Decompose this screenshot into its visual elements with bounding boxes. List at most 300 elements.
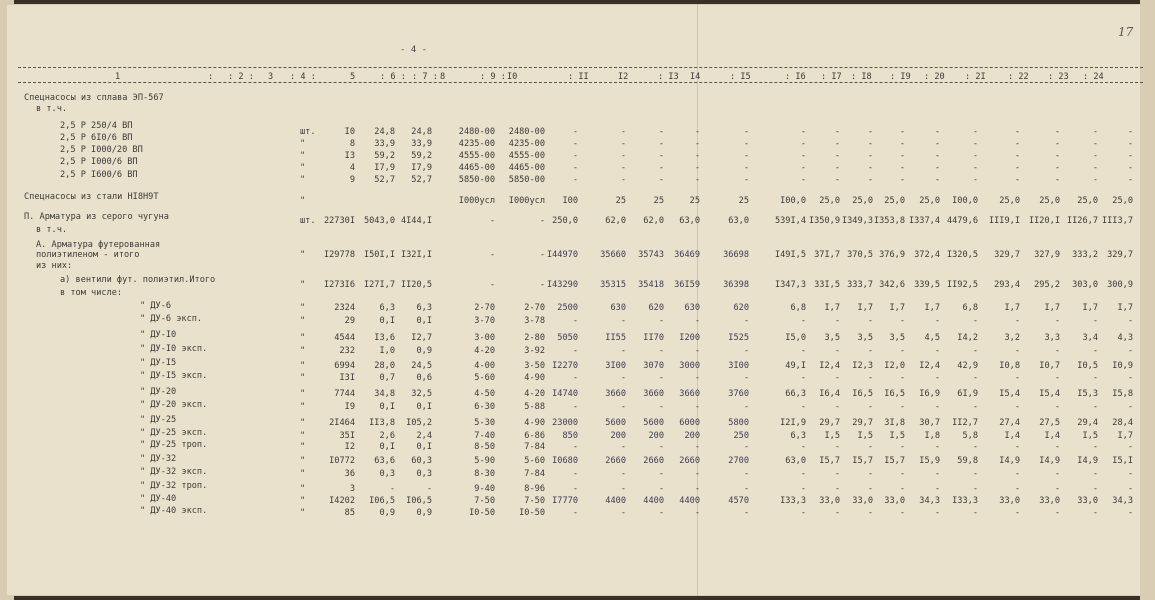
- column-header-6: 5: [350, 72, 356, 82]
- table-cell: III9,I: [988, 216, 1020, 226]
- unit-cell: ": [300, 303, 306, 313]
- table-cell: 22730I: [323, 216, 355, 226]
- table-cell: I320,5: [946, 250, 978, 260]
- table-cell: I,7: [1004, 303, 1020, 313]
- table-cell: -: [1014, 127, 1020, 137]
- table-cell: I347,3: [774, 280, 806, 290]
- table-cell: 29: [344, 316, 355, 326]
- table-cell: -: [972, 484, 978, 494]
- column-header-5: : 4 :: [290, 72, 316, 82]
- table-cell: -: [800, 373, 806, 383]
- table-cell: 52,7: [374, 175, 395, 185]
- table-cell: -: [800, 442, 806, 452]
- table-cell: I0,9: [1112, 361, 1133, 371]
- column-header-14: : I3: [658, 72, 679, 82]
- table-cell: -: [572, 175, 578, 185]
- table-cell: I00,0: [780, 196, 806, 206]
- table-cell: I3: [344, 151, 355, 161]
- table-cell: -: [800, 139, 806, 149]
- table-cell: 5600: [643, 418, 664, 428]
- table-cell: -: [1054, 346, 1060, 356]
- unit-cell: ": [300, 151, 306, 161]
- table-cell: 2660: [643, 456, 664, 466]
- table-cell: -: [934, 373, 940, 383]
- row-label: " ДУ-20 эксп.: [140, 400, 208, 410]
- table-cell: -: [658, 484, 664, 494]
- table-cell: I5,4: [999, 389, 1020, 399]
- column-header-2: :: [208, 72, 214, 82]
- table-cell: -: [867, 373, 873, 383]
- table-cell: -: [1054, 139, 1060, 149]
- table-cell: I6,9: [919, 389, 940, 399]
- table-cell: I06,5: [406, 496, 432, 506]
- unit-cell: ": [300, 373, 306, 383]
- table-cell: 0,9: [416, 508, 432, 518]
- table-cell: -: [1092, 469, 1098, 479]
- row-label: " ДУ-I0: [140, 330, 177, 340]
- table-cell: -: [694, 469, 700, 479]
- table-cell: -: [972, 127, 978, 137]
- table-cell: 0,I: [379, 402, 395, 412]
- table-cell: -: [972, 469, 978, 479]
- table-cell: I5,4: [1039, 389, 1060, 399]
- unit-cell: ": [300, 431, 306, 441]
- table-cell: I2,3: [852, 361, 873, 371]
- table-cell: 5-60: [524, 456, 545, 466]
- table-cell: 36469: [674, 250, 700, 260]
- table-cell: 34,8: [374, 389, 395, 399]
- table-cell: -: [539, 250, 545, 260]
- table-cell: I0,8: [999, 361, 1020, 371]
- table-cell: -: [694, 163, 700, 173]
- table-cell: 5-60: [474, 373, 495, 383]
- table-cell: -: [658, 508, 664, 518]
- table-cell: 5-88: [524, 402, 545, 412]
- table-cell: -: [658, 373, 664, 383]
- table-cell: 24,8: [411, 127, 432, 137]
- table-cell: 3660: [605, 389, 626, 399]
- table-cell: I337,4: [908, 216, 940, 226]
- table-cell: I0772: [329, 456, 355, 466]
- table-cell: 5050: [557, 333, 578, 343]
- table-cell: 34,3: [919, 496, 940, 506]
- table-cell: 4555-00: [458, 151, 495, 161]
- row-label: 2,5 Р 6I0/6 ВП: [60, 133, 133, 143]
- table-cell: 303,0: [1072, 280, 1098, 290]
- table-cell: 333,7: [847, 280, 873, 290]
- table-cell: 339,5: [914, 280, 940, 290]
- table-cell: -: [972, 373, 978, 383]
- table-cell: -: [899, 373, 905, 383]
- unit-cell: ": [300, 333, 306, 343]
- table-cell: 29,7: [819, 418, 840, 428]
- table-cell: -: [1092, 316, 1098, 326]
- table-cell: I000усл: [508, 196, 545, 206]
- table-cell: I,7: [924, 303, 940, 313]
- table-cell: II92,5: [946, 280, 978, 290]
- table-cell: -: [934, 139, 940, 149]
- table-cell: 3-78: [524, 316, 545, 326]
- table-cell: 370,5: [847, 250, 873, 260]
- table-cell: -: [1054, 163, 1060, 173]
- table-cell: 30,7: [919, 418, 940, 428]
- table-cell: -: [1092, 484, 1098, 494]
- table-cell: 3070: [643, 361, 664, 371]
- table-cell: 2660: [605, 456, 626, 466]
- corner-page-number: 17: [1118, 25, 1134, 39]
- table-cell: -: [389, 484, 395, 494]
- table-cell: -: [658, 402, 664, 412]
- table-cell: 250: [733, 431, 749, 441]
- row-label: в т.ч.: [36, 225, 68, 235]
- table-cell: 3-70: [474, 316, 495, 326]
- table-cell: -: [620, 316, 626, 326]
- unit-cell: ": [300, 418, 306, 428]
- table-cell: 4-90: [524, 418, 545, 428]
- row-label: " ДУ-I5: [140, 358, 177, 368]
- table-cell: -: [743, 484, 749, 494]
- row-label: " ДУ-6: [140, 301, 172, 311]
- table-cell: I0,7: [1039, 361, 1060, 371]
- table-cell: 0,I: [416, 316, 432, 326]
- table-cell: -: [743, 163, 749, 173]
- table-cell: -: [489, 216, 495, 226]
- table-cell: 342,6: [879, 280, 905, 290]
- table-cell: -: [694, 402, 700, 412]
- table-cell: III3,7: [1101, 216, 1133, 226]
- table-cell: I00,0: [952, 196, 978, 206]
- table-cell: 36I59: [674, 280, 700, 290]
- table-cell: -: [572, 346, 578, 356]
- table-cell: -: [1092, 508, 1098, 518]
- table-cell: -: [934, 163, 940, 173]
- table-cell: I9: [344, 402, 355, 412]
- table-cell: I3I: [339, 373, 355, 383]
- table-cell: 7-84: [524, 442, 545, 452]
- table-cell: -: [1014, 484, 1020, 494]
- table-cell: 4,5: [924, 333, 940, 343]
- table-cell: -: [1054, 508, 1060, 518]
- row-label: " ДУ-I0 эксп.: [140, 344, 208, 354]
- table-cell: I33,3: [780, 496, 806, 506]
- column-header-23: : 22: [1008, 72, 1029, 82]
- table-cell: 24,5: [411, 361, 432, 371]
- table-cell: I06,5: [369, 496, 395, 506]
- table-cell: -: [972, 402, 978, 412]
- table-cell: I5,9: [919, 456, 940, 466]
- table-cell: 63,0: [728, 216, 749, 226]
- table-cell: 2-70: [474, 303, 495, 313]
- column-header-17: : I6: [785, 72, 806, 82]
- table-cell: -: [694, 316, 700, 326]
- table-cell: -: [572, 127, 578, 137]
- table-cell: I4202: [329, 496, 355, 506]
- table-cell: 35315: [600, 280, 626, 290]
- table-cell: 4555-00: [508, 151, 545, 161]
- table-cell: -: [867, 442, 873, 452]
- table-cell: 25,0: [884, 196, 905, 206]
- table-cell: 6,3: [379, 303, 395, 313]
- table-cell: -: [489, 280, 495, 290]
- column-header-18: : I7: [821, 72, 842, 82]
- table-cell: -: [834, 442, 840, 452]
- table-cell: 539I,4: [774, 216, 806, 226]
- table-cell: -: [1092, 442, 1098, 452]
- table-cell: -: [658, 127, 664, 137]
- table-cell: I05,2: [406, 418, 432, 428]
- table-cell: 3660: [643, 389, 664, 399]
- table-cell: -: [800, 175, 806, 185]
- table-cell: -: [867, 402, 873, 412]
- table-cell: 7-84: [524, 469, 545, 479]
- table-cell: -: [972, 316, 978, 326]
- table-cell: I7770: [552, 496, 578, 506]
- column-header-1: 1: [115, 72, 121, 82]
- column-header-7: : 6 :: [380, 72, 406, 82]
- table-cell: -: [834, 151, 840, 161]
- table-cell: -: [834, 508, 840, 518]
- table-cell: -: [934, 127, 940, 137]
- table-cell: 52,7: [411, 175, 432, 185]
- table-cell: 630: [684, 303, 700, 313]
- row-label: в т.ч.: [36, 104, 68, 114]
- table-cell: -: [743, 402, 749, 412]
- table-cell: I33,3: [952, 496, 978, 506]
- table-cell: 25: [653, 196, 664, 206]
- table-cell: I525: [728, 333, 749, 343]
- table-cell: -: [743, 442, 749, 452]
- table-cell: -: [1014, 346, 1020, 356]
- table-cell: I,0: [379, 346, 395, 356]
- table-cell: 29,7: [852, 418, 873, 428]
- table-cell: -: [694, 442, 700, 452]
- table-cell: 0,I: [416, 442, 432, 452]
- column-header-4: 3: [268, 72, 274, 82]
- row-label: Спецнасосы из сплава ЭП-567: [24, 93, 164, 103]
- table-cell: 2I464: [329, 418, 355, 428]
- table-cell: 2480-00: [508, 127, 545, 137]
- table-cell: -: [800, 469, 806, 479]
- table-cell: 5850-00: [458, 175, 495, 185]
- table-cell: -: [899, 508, 905, 518]
- table-cell: 6,8: [790, 303, 806, 313]
- unit-cell: ": [300, 175, 306, 185]
- table-cell: I200: [679, 333, 700, 343]
- table-cell: -: [834, 316, 840, 326]
- table-cell: I4740: [552, 389, 578, 399]
- table-cell: I,5: [824, 431, 840, 441]
- table-cell: 4570: [728, 496, 749, 506]
- table-cell: 33I,5: [814, 280, 840, 290]
- table-cell: 5-90: [474, 456, 495, 466]
- table-cell: 3I00: [605, 361, 626, 371]
- table-cell: 4I44,I: [400, 216, 432, 226]
- table-cell: -: [934, 346, 940, 356]
- table-cell: -: [1092, 175, 1098, 185]
- table-cell: -: [620, 175, 626, 185]
- table-cell: -: [694, 127, 700, 137]
- table-cell: 8: [349, 139, 355, 149]
- table-cell: 3-00: [474, 333, 495, 343]
- column-header-12: : II: [568, 72, 589, 82]
- table-cell: -: [899, 442, 905, 452]
- table-cell: -: [1127, 175, 1133, 185]
- row-label: П. Арматура из серого чугуна: [24, 212, 169, 222]
- table-cell: 27,5: [1039, 418, 1060, 428]
- table-cell: 200: [684, 431, 700, 441]
- table-cell: 0,7: [379, 373, 395, 383]
- table-cell: 4479,6: [946, 216, 978, 226]
- table-cell: I,4: [1004, 431, 1020, 441]
- table-cell: 25,0: [1077, 196, 1098, 206]
- table-cell: 295,2: [1034, 280, 1060, 290]
- table-cell: 0,3: [379, 469, 395, 479]
- table-cell: -: [1092, 402, 1098, 412]
- table-cell: II20,I: [1028, 216, 1060, 226]
- table-cell: -: [972, 508, 978, 518]
- table-cell: 372,4: [914, 250, 940, 260]
- table-cell: 4-00: [474, 361, 495, 371]
- table-cell: -: [834, 469, 840, 479]
- table-cell: 0,9: [416, 346, 432, 356]
- table-cell: 33,0: [1039, 496, 1060, 506]
- table-cell: -: [934, 316, 940, 326]
- table-cell: I,7: [1117, 431, 1133, 441]
- row-label: " ДУ-32 троп.: [140, 481, 208, 491]
- table-cell: II26,7: [1066, 216, 1098, 226]
- unit-cell: ": [300, 163, 306, 173]
- table-cell: -: [694, 508, 700, 518]
- table-cell: -: [620, 469, 626, 479]
- table-cell: 8-96: [524, 484, 545, 494]
- table-cell: -: [1127, 469, 1133, 479]
- table-cell: I43290: [546, 280, 578, 290]
- row-label: " ДУ-25 троп.: [140, 440, 208, 450]
- right-page-edge: [1140, 0, 1155, 600]
- table-cell: I4,9: [1039, 456, 1060, 466]
- table-cell: 200: [648, 431, 664, 441]
- table-cell: -: [1127, 346, 1133, 356]
- table-cell: 66,3: [785, 389, 806, 399]
- table-cell: -: [1127, 402, 1133, 412]
- table-cell: -: [658, 151, 664, 161]
- table-cell: 23000: [552, 418, 578, 428]
- table-cell: -: [743, 469, 749, 479]
- row-label: " ДУ-25: [140, 415, 177, 425]
- table-cell: -: [899, 484, 905, 494]
- table-cell: -: [572, 508, 578, 518]
- table-cell: 6,8: [962, 303, 978, 313]
- column-header-10: : 9 :: [480, 72, 506, 82]
- table-cell: -: [899, 127, 905, 137]
- table-cell: -: [934, 469, 940, 479]
- table-cell: -: [934, 402, 940, 412]
- table-cell: -: [899, 346, 905, 356]
- column-header-22: : 2I: [965, 72, 986, 82]
- table-cell: -: [694, 373, 700, 383]
- column-header-16: : I5: [730, 72, 751, 82]
- row-label: " ДУ-32 эксп.: [140, 467, 208, 477]
- table-cell: -: [867, 316, 873, 326]
- row-label: " ДУ-40 эксп.: [140, 506, 208, 516]
- table-cell: I7,9: [411, 163, 432, 173]
- table-cell: -: [934, 442, 940, 452]
- table-cell: 42,9: [957, 361, 978, 371]
- table-cell: -: [620, 139, 626, 149]
- table-cell: -: [1014, 151, 1020, 161]
- table-cell: 6-30: [474, 402, 495, 412]
- table-cell: 29,4: [1077, 418, 1098, 428]
- table-cell: -: [1092, 151, 1098, 161]
- table-cell: -: [620, 151, 626, 161]
- page-number: - 4 -: [400, 45, 428, 55]
- table-cell: I5,7: [852, 456, 873, 466]
- table-cell: 3: [349, 484, 355, 494]
- table-cell: I2,0: [884, 361, 905, 371]
- column-header-25: : 24: [1083, 72, 1104, 82]
- table-cell: I273I6: [323, 280, 355, 290]
- table-cell: 4400: [679, 496, 700, 506]
- table-cell: -: [899, 469, 905, 479]
- table-cell: -: [834, 163, 840, 173]
- table-cell: -: [620, 442, 626, 452]
- table-cell: 35418: [638, 280, 664, 290]
- column-header-24: : 23: [1048, 72, 1069, 82]
- table-cell: 4400: [605, 496, 626, 506]
- table-cell: 2,4: [416, 431, 432, 441]
- table-cell: 3000: [679, 361, 700, 371]
- table-cell: -: [1054, 151, 1060, 161]
- table-cell: I27I,7: [363, 280, 395, 290]
- table-cell: -: [834, 346, 840, 356]
- table-cell: I2,4: [919, 361, 940, 371]
- header-top-rule: [18, 67, 1143, 68]
- table-cell: -: [1127, 127, 1133, 137]
- table-cell: -: [1014, 469, 1020, 479]
- column-header-15: I4: [690, 72, 701, 82]
- table-cell: 36: [344, 469, 355, 479]
- table-cell: 200: [610, 431, 626, 441]
- table-cell: -: [572, 373, 578, 383]
- table-cell: 620: [733, 303, 749, 313]
- table-cell: 630: [610, 303, 626, 313]
- table-cell: -: [899, 402, 905, 412]
- table-cell: -: [694, 484, 700, 494]
- table-cell: -: [1127, 442, 1133, 452]
- table-cell: II3,8: [369, 418, 395, 428]
- table-cell: -: [1054, 402, 1060, 412]
- table-cell: 3,5: [857, 333, 873, 343]
- table-cell: 3,5: [824, 333, 840, 343]
- table-cell: 36698: [723, 250, 749, 260]
- table-cell: -: [620, 373, 626, 383]
- table-cell: 25,0: [919, 196, 940, 206]
- table-cell: I0: [344, 127, 355, 137]
- table-cell: 4544: [334, 333, 355, 343]
- unit-cell: ": [300, 139, 306, 149]
- table-cell: -: [1054, 127, 1060, 137]
- table-cell: I353,8: [873, 216, 905, 226]
- table-cell: -: [1127, 139, 1133, 149]
- table-cell: 9: [349, 175, 355, 185]
- table-cell: 4235-00: [508, 139, 545, 149]
- table-cell: -: [572, 442, 578, 452]
- table-cell: -: [834, 139, 840, 149]
- unit-cell: ": [300, 469, 306, 479]
- table-cell: 35660: [600, 250, 626, 260]
- table-cell: 3660: [679, 389, 700, 399]
- table-cell: I6,4: [819, 389, 840, 399]
